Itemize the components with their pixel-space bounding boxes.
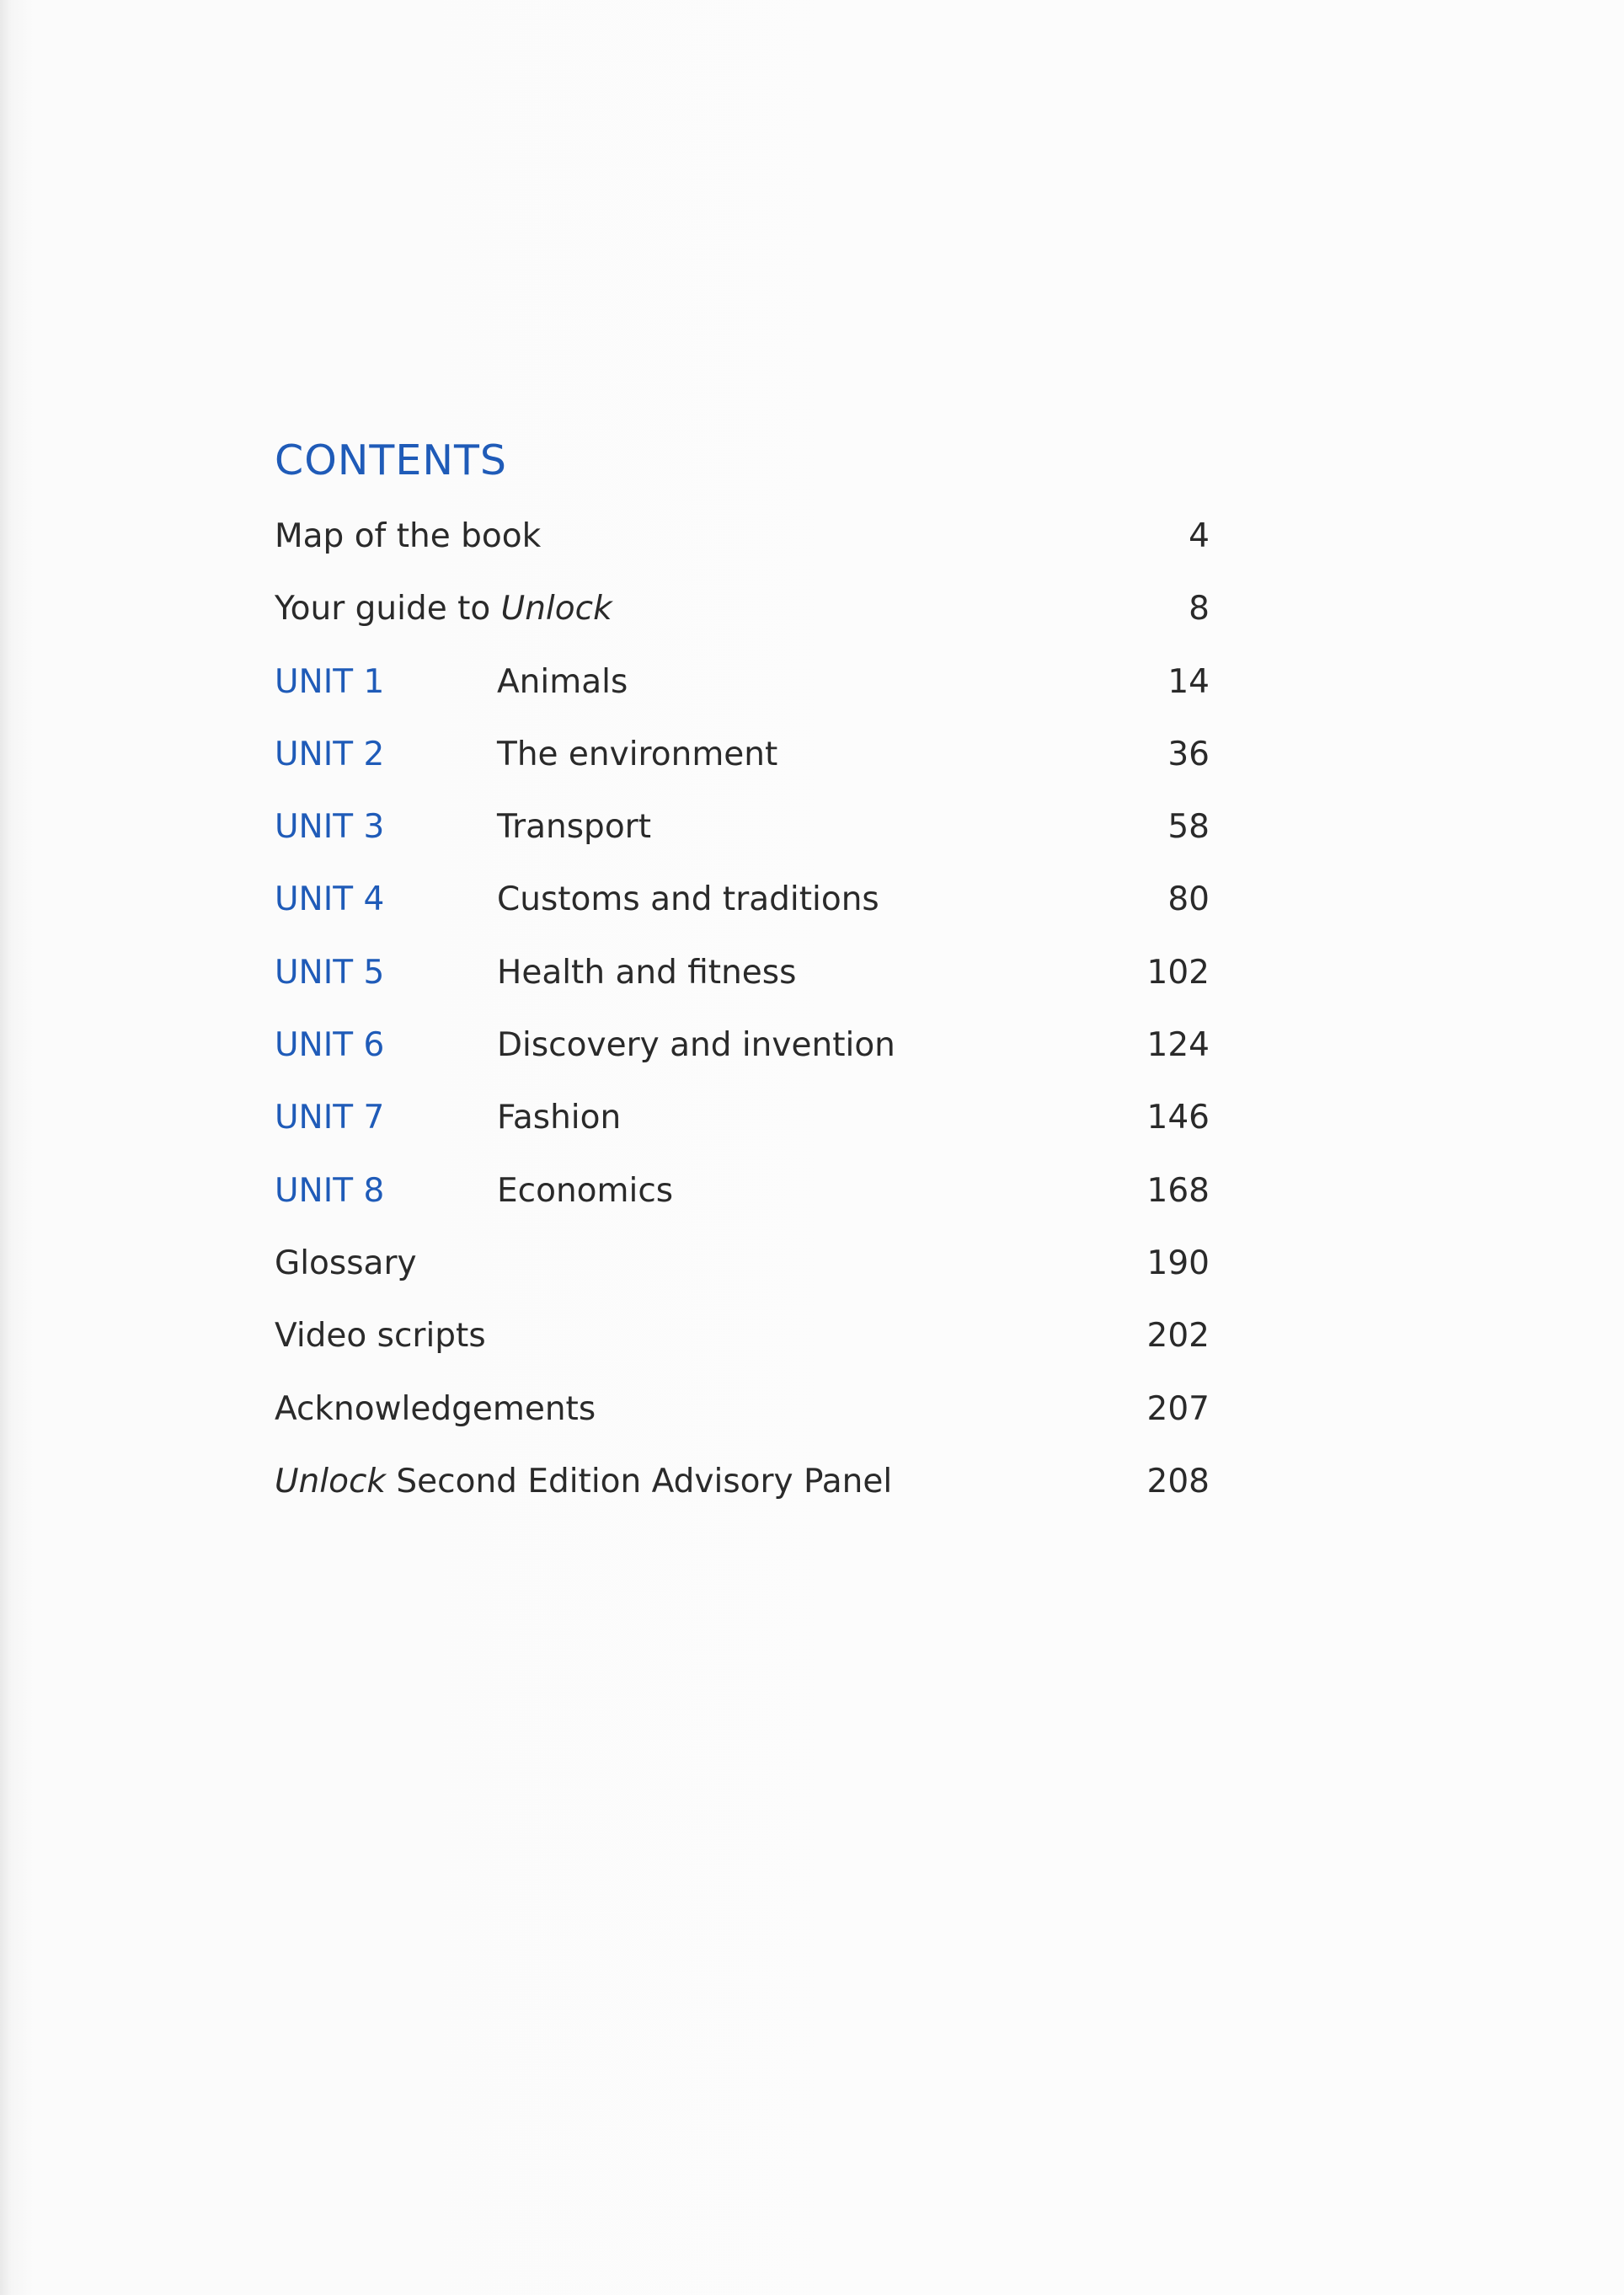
toc-row-map-of-the-book[interactable]: [275, 500, 1210, 573]
toc-page-number: 190: [1146, 1244, 1210, 1282]
page-title: CONTENTS: [275, 436, 508, 484]
toc-page-number: 207: [1146, 1389, 1210, 1428]
toc-page-number: 146: [1146, 1099, 1210, 1137]
toc-page-number: 8: [1189, 590, 1210, 629]
unit-title: The environment: [497, 735, 778, 773]
toc-page-number: 168: [1146, 1171, 1210, 1210]
unit-label: UNIT 4: [275, 880, 385, 919]
toc-row-unit-5[interactable]: [275, 937, 1210, 1009]
unit-label: UNIT 5: [275, 953, 385, 992]
toc-entry-label: Video scripts: [275, 1317, 486, 1356]
unit-title: Health and fitness: [497, 953, 797, 992]
unit-label: UNIT 1: [275, 662, 385, 701]
toc-row-acknowledgements[interactable]: [275, 1373, 1210, 1446]
unit-title: Customs and traditions: [497, 880, 879, 919]
toc-page-number: 124: [1146, 1026, 1210, 1065]
toc-page-number: 58: [1167, 808, 1210, 847]
toc-entry-label: Glossary: [275, 1244, 417, 1282]
toc-row-glossary[interactable]: [275, 1228, 1210, 1300]
toc-page-number: 80: [1167, 880, 1210, 919]
unit-label: UNIT 8: [275, 1171, 385, 1210]
toc-row-unit-1[interactable]: [275, 646, 1210, 719]
unit-label: UNIT 6: [275, 1026, 385, 1065]
toc-list: [275, 500, 1210, 1518]
unit-title: Economics: [497, 1171, 674, 1210]
unit-label: UNIT 2: [275, 735, 385, 773]
toc-entry-label-prefix: Your guide to: [275, 590, 501, 629]
toc-page-number: 202: [1146, 1317, 1210, 1356]
unit-label: UNIT 7: [275, 1099, 385, 1137]
toc-row-unit-6[interactable]: [275, 1009, 1210, 1082]
toc-row-unit-4[interactable]: [275, 864, 1210, 936]
toc-entry-label: [275, 1446, 892, 1518]
toc-entry-label: [275, 573, 612, 645]
toc-row-unit-3[interactable]: [275, 791, 1210, 864]
toc-page-number: 208: [1146, 1462, 1210, 1501]
toc-entry-label-suffix: Second Edition Advisory Panel: [386, 1462, 893, 1501]
toc-row-unit-7[interactable]: [275, 1082, 1210, 1154]
toc-row-video-scripts[interactable]: [275, 1300, 1210, 1372]
unit-title: Fashion: [497, 1099, 622, 1137]
toc-row-unit-2[interactable]: [275, 719, 1210, 791]
toc-entry-label: Acknowledgements: [275, 1389, 596, 1428]
unit-label: UNIT 3: [275, 808, 385, 847]
unit-title: Animals: [497, 662, 628, 701]
unit-title: Transport: [497, 808, 652, 847]
toc-entry-label: Map of the book: [275, 517, 542, 555]
toc-page-number: 14: [1167, 662, 1210, 701]
toc-page-number: 102: [1146, 953, 1210, 992]
unit-title: Discovery and invention: [497, 1026, 895, 1065]
table-of-contents: [275, 430, 1210, 1518]
toc-entry-label-italic: Unlock: [275, 1462, 386, 1501]
toc-row-your-guide[interactable]: [275, 573, 1210, 645]
toc-row-unit-8[interactable]: [275, 1155, 1210, 1228]
toc-entry-label-italic: Unlock: [500, 590, 612, 629]
toc-row-advisory-panel[interactable]: [275, 1446, 1210, 1518]
toc-page-number: 36: [1167, 735, 1210, 773]
toc-page-number: 4: [1189, 517, 1210, 555]
